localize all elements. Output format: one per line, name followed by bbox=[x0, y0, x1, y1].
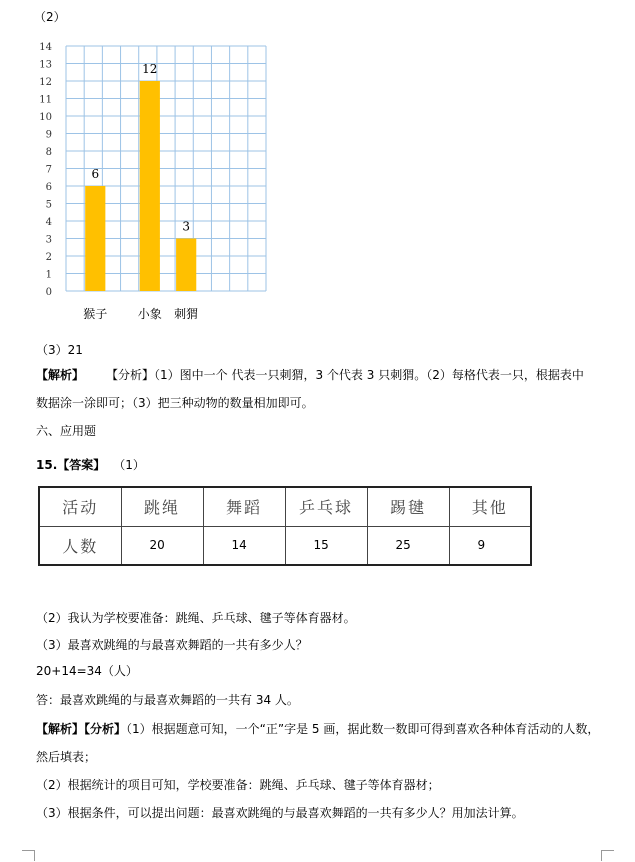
x-category-label: 刺猬 bbox=[174, 307, 199, 321]
q15-part-3: （3）最喜欢跳绳的与最喜欢舞蹈的一共有多少人？ bbox=[36, 638, 308, 652]
q15-header bbox=[36, 456, 145, 473]
q15-analysis-line-4: （3）根据条件，可以提出问题：最喜欢跳绳的与最喜欢舞蹈的一共有多少人？用加法计算。 bbox=[36, 806, 524, 820]
bar-value-label: 6 bbox=[91, 167, 100, 181]
x-axis-labels bbox=[83, 306, 198, 321]
y-tick-label: 5 bbox=[45, 199, 52, 211]
y-tick-label: 13 bbox=[39, 59, 52, 71]
chart-bars bbox=[85, 62, 196, 291]
q15-number: 15. bbox=[36, 458, 58, 472]
analysis-tags: 【解析】【分析】 bbox=[36, 722, 127, 736]
q15-analysis-line-2: 然后填表； bbox=[36, 750, 97, 764]
y-tick-label: 7 bbox=[45, 164, 52, 176]
table-header-cell: 其他 bbox=[449, 487, 531, 526]
table-cell: 15 bbox=[285, 526, 367, 565]
table-header-cell: 活动 bbox=[39, 487, 121, 526]
y-tick-label: 14 bbox=[39, 42, 52, 53]
analysis-tag: 【解析】 bbox=[36, 368, 85, 382]
y-tick-label: 1 bbox=[45, 269, 52, 281]
table-header-cell: 跳绳 bbox=[121, 487, 203, 526]
analysis-14-line-1 bbox=[36, 366, 584, 383]
table-header-cell: 舞蹈 bbox=[203, 487, 285, 526]
q15-analysis-line-1 bbox=[36, 720, 599, 737]
table-header-row bbox=[39, 487, 531, 526]
table-row-label: 人数 bbox=[39, 526, 121, 565]
table-cell: 25 bbox=[367, 526, 449, 565]
part-2-label: （2） bbox=[34, 10, 66, 24]
y-tick-label: 6 bbox=[45, 182, 52, 193]
animal-bar-chart bbox=[30, 38, 280, 333]
table-row bbox=[39, 526, 531, 565]
y-tick-label: 11 bbox=[39, 94, 52, 106]
table-cell: 14 bbox=[203, 526, 285, 565]
y-tick-label: 2 bbox=[45, 252, 52, 263]
y-tick-label: 8 bbox=[45, 147, 52, 158]
x-category-label: 猴子 bbox=[83, 307, 108, 321]
analysis-text: （1）根据题意可知，一个“正”字是 5 画，据此数一数即可得到喜欢各种体育活动的人数， bbox=[126, 722, 600, 736]
table-cell: 20 bbox=[121, 526, 203, 565]
bar-value-label: 12 bbox=[142, 62, 158, 76]
table-header-cell: 乒乓球 bbox=[285, 487, 367, 526]
analysis-14-text-1: （1）图中一个 代表一只刺猬，3 个代表 3 只刺猬。（2）每格代表一只，根据表中 bbox=[154, 368, 584, 382]
q15-part-2: （2）我认为学校要准备：跳绳、乒乓球、毽子等体育器材。 bbox=[36, 611, 356, 625]
bar bbox=[176, 239, 196, 292]
q15-part-1: （1） bbox=[113, 458, 145, 472]
y-tick-label: 0 bbox=[45, 287, 52, 298]
y-tick-label: 10 bbox=[39, 112, 52, 123]
y-tick-label: 3 bbox=[45, 234, 52, 246]
page-corner-mark bbox=[22, 850, 35, 861]
q15-answer-tag: 【答案】 bbox=[57, 458, 106, 472]
y-tick-label: 4 bbox=[45, 217, 52, 228]
answer-part-3: （3）21 bbox=[36, 343, 83, 357]
section-title: 六、应用题 bbox=[36, 424, 97, 438]
bar-value-label: 3 bbox=[182, 219, 191, 234]
y-tick-label: 12 bbox=[39, 77, 52, 88]
page-corner-mark bbox=[601, 850, 614, 861]
q15-analysis-line-3: （2）根据统计的项目可知，学校要准备：跳绳、乒乓球、毽子等体育器材； bbox=[36, 778, 440, 792]
bar bbox=[85, 186, 105, 291]
analysis-subtag: 【分析】 bbox=[106, 368, 155, 382]
analysis-14-line-2: 数据涂一涂即可；（3）把三种动物的数量相加即可。 bbox=[36, 396, 314, 410]
table-header-cell: 踢毽 bbox=[367, 487, 449, 526]
q15-final-answer: 答：最喜欢跳绳的与最喜欢舞蹈的一共有 34 人。 bbox=[36, 693, 299, 707]
y-axis-ticks bbox=[39, 42, 52, 298]
y-tick-label: 9 bbox=[45, 129, 52, 141]
q15-calculation: 20+14=34（人） bbox=[36, 664, 138, 678]
activity-table bbox=[38, 486, 532, 566]
table-cell: 9 bbox=[449, 526, 531, 565]
x-category-label: 小象 bbox=[137, 307, 162, 321]
bar bbox=[140, 81, 160, 291]
